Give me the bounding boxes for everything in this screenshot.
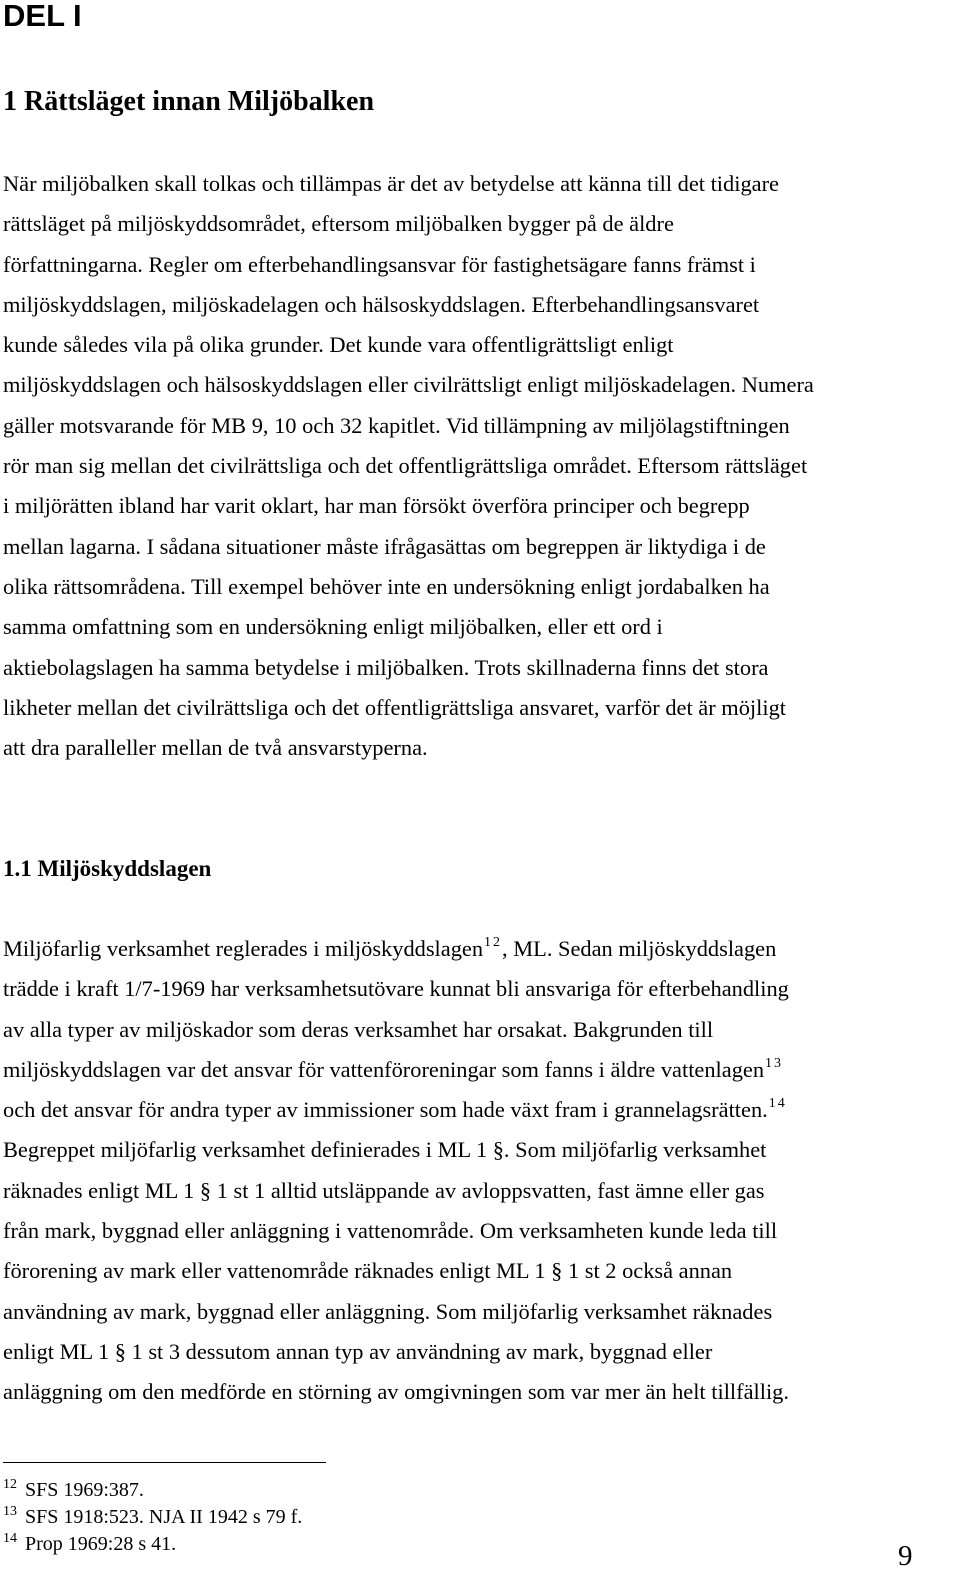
text-line: användning av mark, byggnad eller anläggning. Som miljöfarlig verksamhet räknades <box>3 1298 773 1324</box>
footnotes-list <box>3 1477 302 1558</box>
text-line: i miljörätten ibland har varit oklart, har man försökt överföra principer och begrepp <box>3 493 750 519</box>
footnote-ref-13[interactable]: 13 <box>765 1055 784 1071</box>
text-line: rättsläget på miljöskyddsområdet, eftersom miljöbalken bygger på de äldre <box>3 211 674 237</box>
text-line: rör man sig mellan det civilrättsliga och det offentligrättsliga området. Eftersom rättsläget <box>3 453 808 479</box>
text-line: från mark, byggnad eller anläggning i vattenområde. Om verksamheten kunde leda till <box>3 1218 778 1244</box>
footnote-ref-12[interactable]: 12 <box>484 935 503 950</box>
text-line: miljöskyddslagen var det ansvar för vattenföroreningar som fanns i äldre vattenlagen$^{13}$ <box>3 1055 784 1082</box>
footnote-text: Prop 1969:28 s 41. <box>25 1533 177 1555</box>
text-line: trädde i kraft 1/7-1969 har verksamhetsutövare kunnat bli ansvariga för efterbehandling <box>3 976 789 1002</box>
footnote-item: 14 Prop 1969:28 s 41. <box>3 1531 177 1555</box>
text-line: att dra paralleller mellan de två ansvarstyperna. <box>3 735 428 761</box>
text-line: anläggning om den medförde en störning av omgivningen som var mer än helt tillfällig. <box>3 1379 789 1405</box>
paragraph-intro <box>3 164 814 768</box>
text-line: samma omfattning som en undersökning enligt miljöbalken, eller ett ord i <box>3 614 663 640</box>
text-line: kunde således vila på olika grunder. Det kunde vara offentligrättsligt enligt <box>3 332 674 358</box>
text-line: av alla typer av miljöskador som deras verksamhet har orsakat. Bakgrunden till <box>3 1016 714 1042</box>
text-line: likheter mellan det civilrättsliga och det offentligrättsliga ansvaret, varför det är möjligt <box>3 694 786 720</box>
text-line: gäller motsvarande för MB 9, 10 och 32 kapitlet. Vid tillämpning av miljölagstiftningen <box>3 412 790 438</box>
text-line: räknades enligt ML 1 § 1 st 1 alltid utsläppande av avloppsvatten, fast ämne eller gas <box>3 1177 765 1203</box>
paragraph-miljoskyddslagen <box>3 929 789 1413</box>
footnote-text: SFS 1969:387. <box>25 1479 144 1501</box>
part-title: DEL I <box>3 0 82 33</box>
text-line: När miljöbalken skall tolkas och tillämpas är det av betydelse att känna till det tidigare <box>3 171 779 196</box>
footnote-item: 13 SFS 1918:523. NJA II 1942 s 79 f. <box>3 1504 303 1528</box>
text-line: författningarna. Regler om efterbehandlingsansvar för fastighetsägare fanns främst i <box>3 251 756 277</box>
text-line: miljöskyddslagen, miljöskadelagen och hälsoskyddslagen. Efterbehandlingsansvaret <box>3 291 760 317</box>
section-title: 1 Rättsläget innan Miljöbalken <box>3 86 375 117</box>
text-line: aktiebolagslagen ha samma betydelse i miljöbalken. Trots skillnaderna finns det stora <box>3 654 769 680</box>
footnote-item: 12 SFS 1969:387. <box>3 1477 144 1501</box>
text-line: enligt ML 1 § 1 st 3 dessutom annan typ av användning av mark, byggnad eller <box>3 1338 713 1364</box>
text-line: mellan lagarna. I sådana situationer måste ifrågasättas om begreppen är liktydiga i de <box>3 533 766 559</box>
text-line: miljöskyddslagen och hälsoskyddslagen eller civilrättsligt enligt miljöskadelagen. Numera <box>3 372 814 398</box>
page-number: 9 <box>898 1540 913 1572</box>
footnote-ref-14[interactable]: 14 <box>768 1096 787 1112</box>
text-line: olika rättsområdena. Till exempel behöver inte en undersökning enligt jordabalken ha <box>3 573 770 599</box>
text-line: och det ansvar för andra typer av immissioner som hade växt fram i grannelagsrätten.$^{14}$ <box>3 1096 787 1123</box>
text-line: Miljöfarlig verksamhet reglerades i miljöskyddslagen$^{12}$, ML. Sedan miljöskyddslagen <box>3 935 777 961</box>
text-line: förorening av mark eller vattenområde räknades enligt ML 1 § 1 st 2 också annan <box>3 1258 733 1284</box>
footnote-divider <box>3 1462 326 1463</box>
subsection-title: 1.1 Miljöskyddslagen <box>3 856 212 881</box>
footnote-text: SFS 1918:523. NJA II 1942 s 79 f. <box>25 1506 303 1528</box>
text-line: Begreppet miljöfarlig verksamhet definierades i ML 1 §. Som miljöfarlig verksamhet <box>3 1137 767 1163</box>
